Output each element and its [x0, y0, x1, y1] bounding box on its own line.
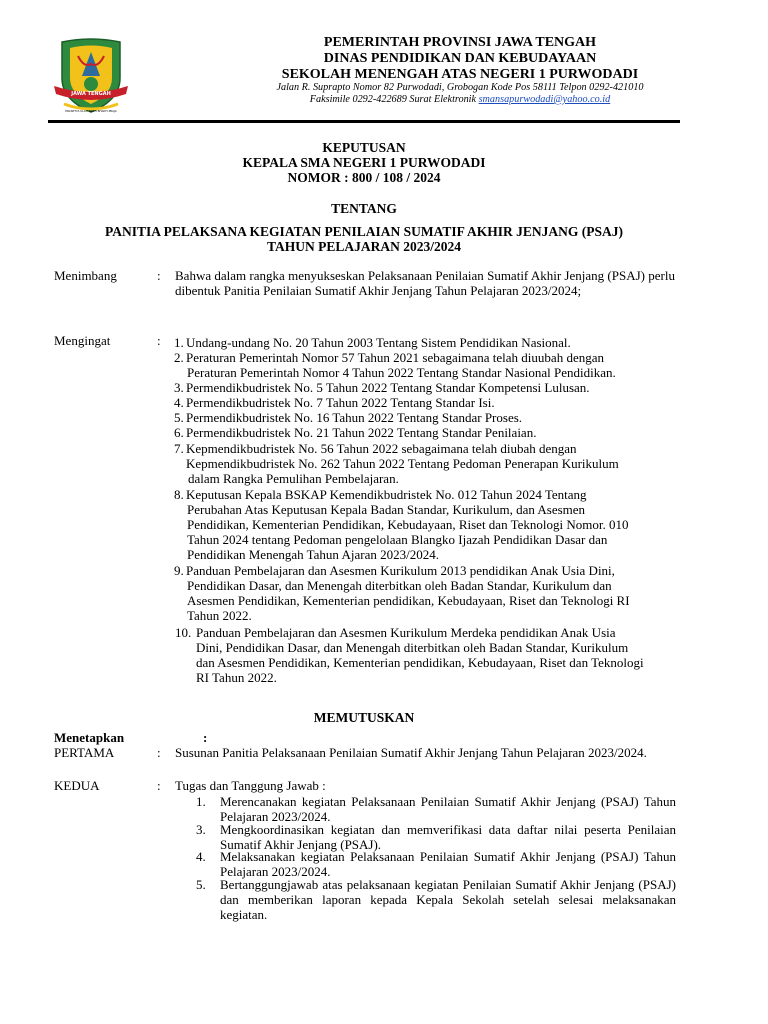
- subject-line-2: TAHUN PELAJARAN 2023/2024: [266, 239, 461, 254]
- mengingat-item-line: Permendikbudristek No. 5 Tahun 2022 Tentang Standar Kompetensi Lulusan.: [186, 380, 590, 395]
- mengingat-item: [175, 625, 685, 685]
- decree-subtitle: KEPALA SMA NEGERI 1 PURWODADI: [242, 155, 486, 170]
- pertama-text: Susunan Panitia Pelaksanaan Penilaian Sumatif Akhir Jenjang Tahun Pelajaran 2023/2024.: [175, 745, 647, 760]
- logo-motto: PRASETYA ULAH SAKTI BHAKTI PRAJA: [65, 109, 117, 113]
- mengingat-item-line: Panduan Pembelajaran dan Asesmen Kurikulum 2013 pendidikan Anak Usia Dini,: [186, 563, 615, 578]
- mengingat-item-line: Perubahan Atas Keputusan Kepala Badan Standar, Kurikulum, dan Asesmen: [187, 502, 586, 517]
- kedua-label: KEDUA: [54, 778, 100, 793]
- menimbang-text: Bahwa dalam rangka menyukseskan Pelaksanaan Penilaian Sumatif Akhir Jenjang (PSAJ) perlu dibentuk Panitia Penilaian Sumatif Akhir Jenjang Tahun Pelajaran 2023/2024;: [175, 268, 675, 298]
- mengingat-item-number: 8.: [174, 487, 184, 502]
- task-item-text: Bertanggungjawab atas pelaksanaan kegiatan Penilaian Sumatif Akhir Jenjang (PSAJ) dan memberikan laporan kepada Kepala Sekolah setelah selesai melaksanakan kegiatan.: [220, 877, 676, 922]
- provincial-emblem-logo: [50, 34, 132, 118]
- mengingat-item: [174, 441, 684, 486]
- memutuskan-heading: MEMUTUSKAN: [313, 710, 415, 725]
- decree-title: KEPUTUSAN: [322, 140, 406, 155]
- task-item-number: 1.: [196, 794, 206, 809]
- task-item-number: 4.: [196, 849, 206, 864]
- mengingat-item-line: Undang-undang No. 20 Tahun 2003 Tentang Sistem Pendidikan Nasional.: [186, 335, 571, 350]
- mengingat-item-line: Tahun 2024 tentang Pedoman pengelolaan Blangko Ijazah Pendidikan Dasar dan: [187, 532, 608, 547]
- mengingat-item-line: Tahun 2022.: [187, 608, 252, 623]
- mengingat-item-number: 6.: [174, 425, 184, 440]
- logo-text: JAWA TENGAH: [71, 91, 111, 97]
- mengingat-item-line: Permendikbudristek No. 7 Tahun 2022 Tentang Standar Isi.: [186, 395, 495, 410]
- task-item-number: 3.: [196, 822, 206, 837]
- letterhead-line-2: DINAS PENDIDIKAN DAN KEBUDAYAAN: [323, 51, 597, 66]
- menetapkan-colon: :: [203, 730, 208, 745]
- mengingat-item-line: Panduan Pembelajaran dan Asesmen Kurikulum Merdeka pendidikan Anak Usia: [196, 625, 616, 640]
- letterhead-contact: [160, 94, 760, 105]
- mengingat-item-line: Pendidikan, Kementerian Pendidikan, Kebudayaan, Riset dan Teknologi Nomor. 010: [187, 517, 629, 532]
- task-item-number: 5.: [196, 877, 206, 892]
- email-link[interactable]: smansapurwodadi@yahoo.co.id: [478, 94, 611, 105]
- letterhead: [0, 0, 768, 125]
- task-item-text: Melaksanakan kegiatan Pelaksanaan Penilaian Sumatif Akhir Jenjang (PSAJ) Tahun Pelajaran 2023/2024.: [220, 849, 676, 879]
- menetapkan-label: Menetapkan: [54, 730, 125, 745]
- mengingat-item-line: RI Tahun 2022.: [196, 670, 277, 685]
- mengingat-item-line: dalam Rangka Pemulihan Pembelajaran.: [188, 471, 399, 486]
- mengingat-item: [174, 425, 684, 440]
- mengingat-item-line: Permendikbudristek No. 21 Tahun 2022 Tentang Standar Penilaian.: [186, 425, 537, 440]
- task-item-text: Mengkoordinasikan kegiatan dan memverifikasi data daftar nilai peserta Penilaian Sumatif Akhir Jenjang (PSAJ).: [220, 822, 676, 852]
- mengingat-item: [174, 410, 684, 425]
- mengingat-item-line: Peraturan Pemerintah Nomor 57 Tahun 2021 sebagaimana telah diuubah dengan: [186, 350, 604, 365]
- letterhead-divider: [48, 120, 680, 123]
- letterhead-address: Jalan R. Suprapto Nomor 82 Purwodadi, Grobogan Kode Pos 58111 Telpon 0292-421010: [276, 82, 644, 93]
- mengingat-item-line: Pendidikan Menengah Tahun Ajaran 2023/2024.: [187, 547, 439, 562]
- mengingat-item: [174, 563, 684, 623]
- mengingat-item: [174, 487, 684, 562]
- mengingat-item-line: Kepmendikbudristek No. 262 Tahun 2022 Tentang Pedoman Penerapan Kurikulum: [186, 456, 619, 471]
- decree-number: NOMOR : 800 / 108 / 2024: [287, 170, 441, 185]
- mengingat-item-number: 9.: [174, 563, 184, 578]
- mengingat-item-number: 10.: [175, 625, 192, 640]
- mengingat-item-line: Pendidikan Dasar, dan Menengah diterbitkan oleh Badan Standar, Kurikulum dan: [187, 578, 612, 593]
- mengingat-colon: :: [157, 333, 161, 348]
- mengingat-item-number: 3.: [174, 380, 184, 395]
- mengingat-item-number: 4.: [174, 395, 184, 410]
- mengingat-item-number: 5.: [174, 410, 184, 425]
- mengingat-item: [174, 395, 684, 410]
- mengingat-item-line: Kepmendikbudristek No. 56 Tahun 2022 sebagaimana telah diubah dengan: [186, 441, 577, 456]
- letterhead-contact-prefix: Faksimile 0292-422689 Surat Elektronik: [309, 94, 477, 105]
- task-item: [196, 877, 676, 922]
- kedua-intro: Tugas dan Tanggung Jawab :: [175, 778, 326, 793]
- subject-line-1: PANITIA PELAKSANA KEGIATAN PENILAIAN SUMATIF AKHIR JENJANG (PSAJ): [105, 224, 623, 239]
- mengingat-item-line: Peraturan Pemerintah Nomor 4 Tahun 2022 Tentang Standar Nasional Pendidikan.: [187, 365, 616, 380]
- mengingat-item-number: 7.: [174, 441, 184, 456]
- mengingat-item-line: dan Asesmen Pendidikan, Kementerian pendidikan, Kebudayaan, Riset dan Teknologi: [196, 655, 644, 670]
- letterhead-line-1: PEMERINTAH PROVINSI JAWA TENGAH: [323, 35, 597, 50]
- task-item-text: Merencanakan kegiatan Pelaksanaan Penilaian Sumatif Akhir Jenjang (PSAJ) Tahun Pelajaran 2023/2024.: [220, 794, 676, 824]
- kedua-colon: :: [157, 778, 161, 793]
- mengingat-item-number: 2.: [174, 350, 184, 365]
- mengingat-item: [174, 350, 684, 380]
- mengingat-item-line: Permendikbudristek No. 16 Tahun 2022 Tentang Standar Proses.: [186, 410, 523, 425]
- mengingat-item-line: Keputusan Kepala BSKAP Kemendikbudristek No. 012 Tahun 2024 Tentang: [186, 487, 587, 502]
- menimbang-label: Menimbang: [54, 268, 117, 283]
- mengingat-item-number: 1.: [174, 335, 184, 350]
- pertama-label: PERTAMA: [54, 745, 115, 760]
- mengingat-item: [174, 380, 684, 395]
- mengingat-item-line: Asesmen Pendidikan, Kementerian pendidikan, Kebudayaan, Riset dan Teknologi RI: [187, 593, 630, 608]
- pertama-colon: :: [157, 745, 161, 760]
- letterhead-line-3: SEKOLAH MENENGAH ATAS NEGERI 1 PURWODADI: [281, 67, 639, 82]
- mengingat-item: [174, 335, 684, 350]
- about-heading: TENTANG: [331, 201, 397, 216]
- mengingat-item-line: Dini, Pendidikan Dasar, dan Menengah diterbitkan oleh Badan Standar, Kurikulum: [196, 640, 629, 655]
- mengingat-label: Mengingat: [54, 333, 111, 348]
- menimbang-colon: :: [157, 268, 161, 283]
